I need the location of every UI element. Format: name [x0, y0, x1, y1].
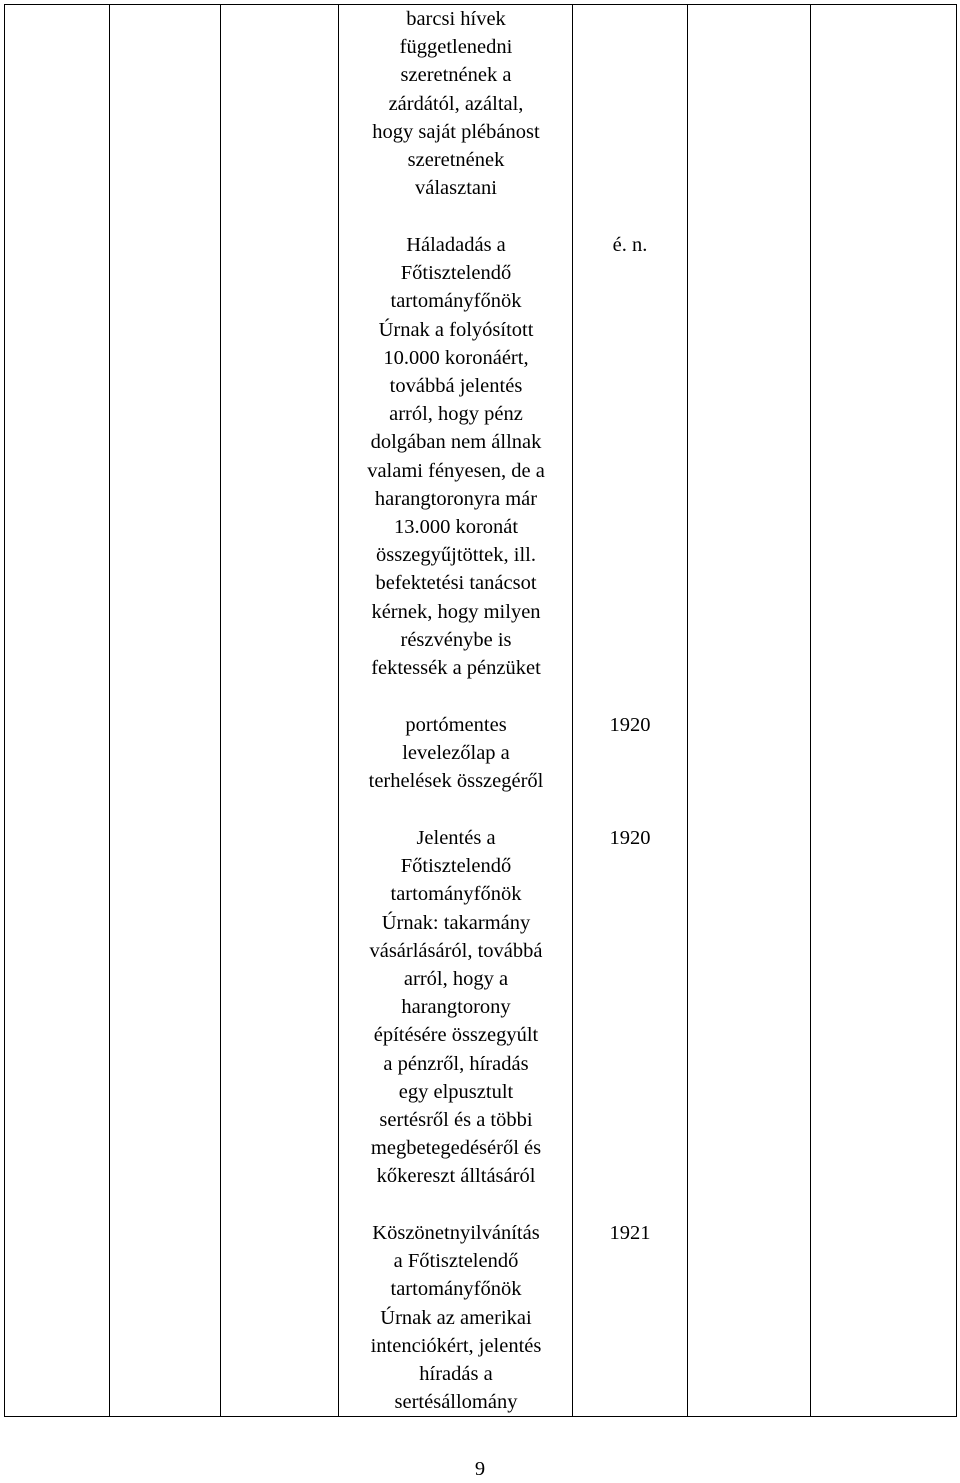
row-5-date: 1921 — [609, 1222, 651, 1244]
row-3-date: 1920 — [609, 714, 651, 736]
column-divider — [572, 4, 573, 1417]
column-divider — [109, 4, 110, 1417]
column-divider — [220, 4, 221, 1417]
column-divider — [687, 4, 688, 1417]
row-2-date: é. n. — [612, 234, 648, 256]
row-5-description: Köszönetnyilvánítás a Főtisztelendő tartományfőnök Úrnak az amerikai intenciókért, jelentés híradás a sertésállomány — [370, 1222, 542, 1414]
page-number: 9 — [474, 1458, 486, 1480]
column-divider — [810, 4, 811, 1417]
row-4-date: 1920 — [609, 827, 651, 849]
row-1-description: barcsi hívek függetlenedni szeretnének a zárdától, azáltal, hogy saját plébánost szeretnének választani — [372, 8, 540, 200]
column-divider — [338, 4, 339, 1417]
row-2-description: Háladadás a Főtisztelendő tartományfőnök Úrnak a folyósított 10.000 koronáért, továbbá jelentés arról, hogy pénz dolgában nem állnak valami fényesen, de a harangtoronyra már 13.000 koronát összegyűjtöttek, ill. befektetési tanácsot kérnek, hogy milyen részvénybe is fektessék a pénzüket — [367, 234, 545, 680]
row-3-description: portómentes levelezőlap a terhelések összegéről — [368, 714, 544, 793]
row-4-description: Jelentés a Főtisztelendő tartományfőnök Úrnak: takarmány vásárlásáról, továbbá arról, hogy a harangtorony építésére összegyúlt a pénzről, híradás egy elpusztult sertésről és a többi megbetegedéséről és kőkereszt álltásáról — [369, 827, 543, 1188]
